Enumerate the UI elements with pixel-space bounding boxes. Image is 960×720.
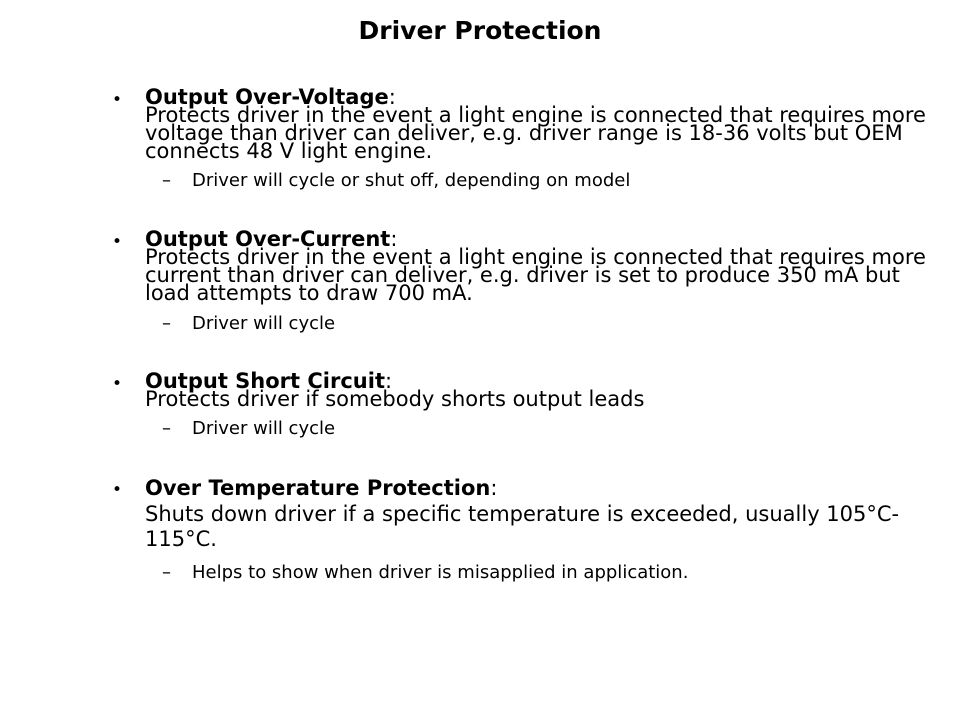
sub-bullet-text: Helps to show when driver is misapplied in application. bbox=[192, 562, 689, 583]
bullet-marker: • bbox=[112, 90, 123, 110]
heading-colon: : bbox=[390, 227, 398, 251]
bullet-text bbox=[145, 85, 932, 163]
bullet-description: Protects driver if somebody shorts output leads bbox=[145, 387, 645, 411]
sub-marker: – bbox=[162, 313, 171, 334]
sub-marker: – bbox=[162, 418, 171, 439]
bullet-text bbox=[145, 369, 932, 411]
sub-marker: – bbox=[162, 170, 171, 191]
sub-bullet bbox=[162, 314, 932, 334]
sub-bullet bbox=[162, 419, 932, 439]
heading-colon: : bbox=[384, 369, 393, 393]
bullet-description: Protects driver in the event a light engine is connected that requires more voltage than driver can deliver, e.g. driver range is 18-36 volts but OEM connects 48 V light engine. bbox=[145, 103, 926, 163]
bullet-marker: • bbox=[112, 232, 123, 252]
bullet-description: Protects driver in the event a light engine is connected that requires more current than driver can deliver, e.g. driver is set to produce 350 mA but load attempts to draw 700 mA. bbox=[145, 245, 926, 305]
bullet-output-over-current bbox=[112, 227, 932, 334]
bullet-over-temperature-protection bbox=[112, 478, 932, 583]
sub-bullet bbox=[162, 563, 932, 583]
sub-marker: – bbox=[162, 562, 171, 583]
bullet-marker: • bbox=[112, 374, 123, 394]
bullet-text bbox=[145, 227, 932, 305]
bullet-output-short-circuit bbox=[112, 369, 932, 439]
bullet-list bbox=[112, 85, 932, 583]
heading-colon: : bbox=[388, 85, 396, 109]
bullet-marker: • bbox=[112, 480, 123, 500]
sub-bullet bbox=[162, 171, 932, 191]
sub-bullet-text: Driver will cycle bbox=[192, 313, 336, 334]
bullet-heading: Over Temperature Protection bbox=[145, 476, 491, 500]
bullet-description: Shuts down driver if a specific temperature is exceeded, usually 105°C-115°C. bbox=[145, 502, 900, 551]
bullet-text bbox=[145, 478, 932, 552]
sub-bullet-text: Driver will cycle or shut off, depending on model bbox=[192, 170, 631, 191]
bullet-output-over-voltage bbox=[112, 85, 932, 191]
sub-bullet-text: Driver will cycle bbox=[192, 418, 336, 439]
heading-colon: : bbox=[490, 476, 498, 500]
slide-title: Driver Protection bbox=[358, 16, 602, 45]
bullet-heading: Output Short Circuit bbox=[145, 369, 385, 393]
bullet-heading: Output Over-Current bbox=[145, 227, 391, 251]
bullet-heading: Output Over-Voltage bbox=[145, 85, 389, 109]
